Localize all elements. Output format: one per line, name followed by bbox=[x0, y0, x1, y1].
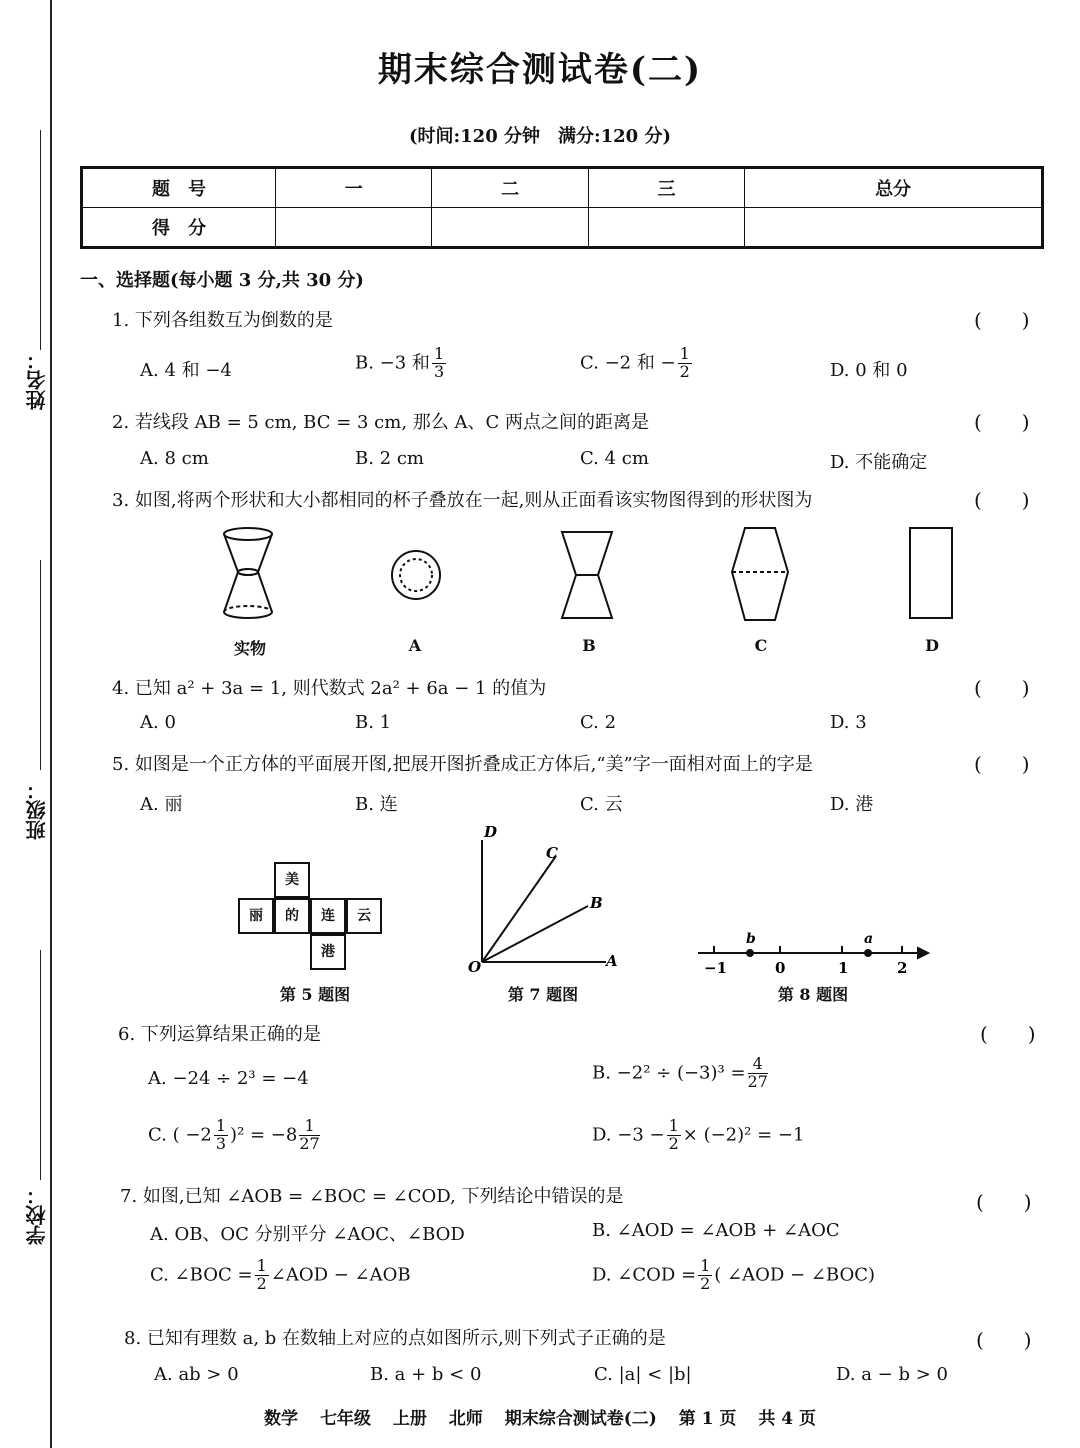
q8-option-a: A. ab > 0 bbox=[154, 1364, 239, 1385]
score-cell: 二 bbox=[432, 168, 588, 208]
q8-option-d: D. a − b > 0 bbox=[836, 1364, 948, 1385]
answer-blank[interactable]: ( ) bbox=[974, 752, 1030, 776]
q4-option-d: D. 3 bbox=[830, 712, 867, 733]
q4-option-c: C. 2 bbox=[580, 712, 617, 733]
fraction: $\frac{1}{3}$ bbox=[215, 1116, 227, 1153]
answer-blank[interactable]: ( ) bbox=[976, 1190, 1032, 1214]
point-label: a bbox=[864, 931, 874, 947]
option-a-circles bbox=[392, 551, 440, 599]
answer-blank[interactable]: ( ) bbox=[974, 410, 1030, 434]
q5-option-d: D. 港 bbox=[830, 794, 874, 815]
q1-option-d: D. 0 和 0 bbox=[830, 360, 908, 381]
tick-label: 2 bbox=[897, 959, 908, 977]
q5-option-b: B. 连 bbox=[355, 794, 398, 815]
q7-option-d bbox=[592, 1258, 875, 1293]
score-cell: 总分 bbox=[745, 168, 1043, 208]
score-input[interactable] bbox=[588, 208, 744, 248]
option-text: C. ∠BOC = bbox=[150, 1264, 253, 1286]
q1-option-c bbox=[580, 346, 694, 381]
q6-stem: 6. 下列运算结果正确的是 bbox=[118, 1024, 321, 1045]
q6-option-b bbox=[592, 1056, 770, 1091]
q7-option-c bbox=[150, 1258, 411, 1293]
option-text: )² = −8 bbox=[230, 1124, 298, 1146]
point-label: B bbox=[590, 894, 603, 912]
footer-item: 期末综合测试卷(二) bbox=[504, 1409, 657, 1429]
name-underline bbox=[40, 130, 41, 350]
option-text: B. −2² ÷ (−3)³ = bbox=[592, 1062, 746, 1084]
q4-option-a: A. 0 bbox=[140, 712, 176, 733]
figure-caption: 第 7 题图 bbox=[507, 985, 579, 1004]
answer-blank[interactable]: ( ) bbox=[974, 308, 1030, 332]
tick-label: 1 bbox=[838, 959, 849, 977]
page-title: 期末综合测试卷(二) bbox=[377, 50, 703, 90]
footer-item: 北师 bbox=[448, 1409, 483, 1429]
figure-caption: D bbox=[925, 636, 939, 655]
point-label: O bbox=[468, 958, 482, 976]
figure-caption: 实物 bbox=[233, 639, 266, 658]
fraction: $\frac{1}{2}$ bbox=[679, 344, 690, 381]
q2-stem: 2. 若线段 AB = 5 cm, BC = 3 cm, 那么 A、C 两点之间的距离是 bbox=[112, 412, 649, 433]
q4-option-b: B. 1 bbox=[355, 712, 392, 733]
q5-option-c: C. 云 bbox=[580, 794, 623, 815]
angle-figure bbox=[460, 820, 630, 980]
net-face: 港 bbox=[310, 934, 346, 970]
score-cell: 题 号 bbox=[82, 168, 276, 208]
option-text: D. −3 − bbox=[592, 1124, 665, 1146]
score-input[interactable] bbox=[276, 208, 432, 248]
option-d-rectangle bbox=[910, 528, 952, 618]
q6-option-a: A. −24 ÷ 2³ = −4 bbox=[148, 1068, 309, 1089]
tick-label: 0 bbox=[775, 959, 786, 977]
option-text: × (−2)² = −1 bbox=[682, 1124, 805, 1146]
q7-option-a: A. OB、OC 分别平分 ∠AOC、∠BOD bbox=[150, 1224, 465, 1245]
q5-stem: 5. 如图是一个正方体的平面展开图,把展开图折叠成正方体后,“美”字一面相对面上的字是 bbox=[112, 754, 813, 775]
score-cell: 三 bbox=[588, 168, 744, 208]
point-label: b bbox=[746, 931, 756, 947]
q6-option-c bbox=[148, 1118, 322, 1153]
answer-blank[interactable]: ( ) bbox=[980, 1022, 1036, 1046]
point-label: A bbox=[606, 952, 618, 970]
net-face: 的 bbox=[274, 898, 310, 934]
q1-option-a: A. 4 和 −4 bbox=[140, 360, 232, 381]
q1-stem: 1. 下列各组数互为倒数的是 bbox=[112, 310, 333, 331]
fraction: $\frac{4}{27}$ bbox=[747, 1054, 768, 1091]
option-text: C. −2 和 − bbox=[580, 352, 676, 374]
figure-caption: B bbox=[582, 636, 596, 655]
q7-stem: 7. 如图,已知 ∠AOB = ∠BOC = ∠COD, 下列结论中错误的是 bbox=[120, 1186, 624, 1207]
point-label: D bbox=[484, 823, 498, 841]
option-text: B. −3 和 bbox=[355, 352, 430, 374]
exam-info: (时间:120 分钟 满分:120 分) bbox=[408, 126, 671, 147]
q7-option-b: B. ∠AOD = ∠AOB + ∠AOC bbox=[592, 1220, 840, 1241]
score-cell: 得 分 bbox=[82, 208, 276, 248]
option-b-shape bbox=[562, 532, 612, 618]
answer-blank[interactable]: ( ) bbox=[974, 676, 1030, 700]
q8-option-c: C. |a| < |b| bbox=[594, 1364, 692, 1385]
q8-option-b: B. a + b < 0 bbox=[370, 1364, 482, 1385]
score-header-row bbox=[82, 168, 1043, 208]
q4-stem: 4. 已知 a² + 3a = 1, 则代数式 2a² + 6a − 1 的值为 bbox=[112, 678, 547, 699]
stacked-cups-figure bbox=[224, 528, 272, 618]
q3-figures bbox=[200, 520, 980, 630]
option-text: ∠AOD − ∠AOB bbox=[270, 1264, 411, 1286]
q2-option-b: B. 2 cm bbox=[355, 448, 424, 469]
fraction: $\frac{1}{3}$ bbox=[433, 344, 445, 381]
fraction: $\frac{1}{2}$ bbox=[668, 1116, 679, 1153]
fraction: $\frac{1}{27}$ bbox=[299, 1116, 320, 1153]
q2-option-d: D. 不能确定 bbox=[830, 452, 928, 473]
class-underline bbox=[40, 560, 41, 770]
net-face: 连 bbox=[310, 898, 346, 934]
footer-item: 共 4 页 bbox=[758, 1409, 816, 1429]
footer-item: 上册 bbox=[392, 1409, 427, 1429]
score-input[interactable] bbox=[745, 208, 1043, 248]
page-footer bbox=[0, 1404, 1080, 1429]
q1-option-b bbox=[355, 346, 448, 381]
net-face: 云 bbox=[346, 898, 382, 934]
school-underline bbox=[40, 950, 41, 1180]
option-c-shape bbox=[732, 528, 788, 620]
option-text: ( ∠AOD − ∠BOC) bbox=[714, 1264, 876, 1286]
net-face: 丽 bbox=[238, 898, 274, 934]
figure-caption: 第 8 题图 bbox=[777, 985, 849, 1004]
score-input[interactable] bbox=[432, 208, 588, 248]
q2-option-a: A. 8 cm bbox=[140, 448, 209, 469]
option-text: D. ∠COD = bbox=[592, 1264, 697, 1286]
school-label: 学校： bbox=[25, 1185, 49, 1245]
fraction: $\frac{1}{2}$ bbox=[700, 1256, 711, 1293]
figure-caption: C bbox=[754, 636, 768, 655]
fraction: $\frac{1}{2}$ bbox=[256, 1256, 267, 1293]
q6-option-d bbox=[592, 1118, 804, 1153]
q5-option-a: A. 丽 bbox=[140, 794, 183, 815]
q8-stem: 8. 已知有理数 a, b 在数轴上对应的点如图所示,则下列式子正确的是 bbox=[124, 1328, 666, 1349]
option-text: C. ( −2 bbox=[148, 1124, 212, 1146]
q2-option-c: C. 4 cm bbox=[580, 448, 649, 469]
footer-item: 第 1 页 bbox=[678, 1409, 737, 1429]
number-line-figure bbox=[690, 925, 940, 981]
name-label: 姓名： bbox=[25, 350, 49, 410]
net-face: 美 bbox=[274, 862, 310, 898]
answer-blank[interactable]: ( ) bbox=[976, 1328, 1032, 1352]
footer-item: 数学 bbox=[264, 1409, 299, 1429]
class-label: 班级： bbox=[25, 780, 49, 840]
answer-blank[interactable]: ( ) bbox=[974, 488, 1030, 512]
q3-stem: 3. 如图,将两个形状和大小都相同的杯子叠放在一起,则从正面看该实物图得到的形状图为 bbox=[112, 490, 813, 511]
footer-item: 七年级 bbox=[319, 1409, 371, 1429]
figure-caption: A bbox=[408, 636, 422, 655]
point-label: C bbox=[546, 844, 558, 862]
score-table bbox=[80, 166, 1044, 249]
section-heading: 一、选择题(每小题 3 分,共 30 分) bbox=[80, 270, 364, 291]
tick-label: −1 bbox=[704, 959, 728, 977]
score-value-row bbox=[82, 208, 1043, 248]
score-cell: 一 bbox=[276, 168, 432, 208]
figure-caption: 第 5 题图 bbox=[279, 985, 351, 1004]
